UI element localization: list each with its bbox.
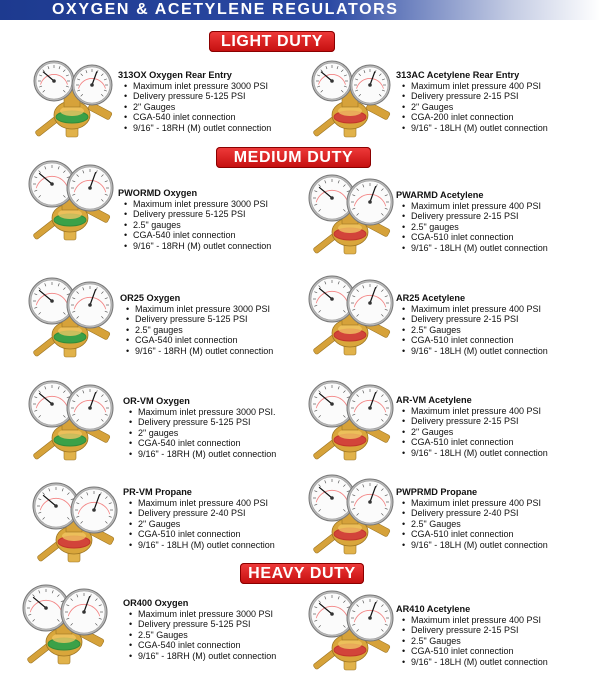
- spec-item: • CGA-540 inlet connection: [126, 230, 271, 241]
- spec-item: • 2" gauges: [131, 428, 276, 439]
- regulator-image: [306, 273, 398, 370]
- spec-item: • 9/16" - 18RH (M) outlet connection: [126, 123, 271, 134]
- product-info: [396, 487, 548, 550]
- spec-list: [396, 406, 548, 459]
- spec-item: • Maximum inlet pressure 400 PSI: [404, 406, 548, 417]
- spec-list: [118, 199, 271, 252]
- product-info: [118, 70, 271, 133]
- spec-item: • CGA-510 inlet connection: [404, 437, 548, 448]
- product-info: [396, 395, 548, 458]
- regulator-image: [306, 378, 398, 475]
- spec-item: • Maximum inlet pressure 400 PSI: [131, 498, 275, 509]
- spec-item: • CGA-540 inlet connection: [128, 335, 273, 346]
- spec-item: • CGA-510 inlet connection: [404, 232, 548, 243]
- spec-item: • 2.5" Gauges: [404, 325, 548, 336]
- spec-item: • 2.5" Gauges: [131, 630, 276, 641]
- spec-list: [118, 81, 271, 134]
- spec-item: • Delivery pressure 2-15 PSI: [404, 211, 548, 222]
- spec-item: • Delivery pressure 2-15 PSI: [404, 416, 548, 427]
- spec-item: • CGA-540 inlet connection: [131, 640, 276, 651]
- section-light-duty: LIGHT DUTY: [209, 31, 335, 52]
- product-info: [123, 396, 276, 459]
- spec-list: [123, 609, 276, 662]
- spec-item: • 9/16" - 18RH (M) outlet connection: [131, 651, 276, 662]
- regulator-image: [306, 172, 398, 269]
- spec-item: • 9/16" - 18LH (M) outlet connection: [404, 243, 548, 254]
- spec-list: [123, 407, 276, 460]
- product-name: PWARMD Acetylene: [396, 190, 484, 200]
- spec-item: • 9/16" - 18RH (M) outlet connection: [131, 449, 276, 460]
- product-name: OR25 Oxygen: [120, 293, 181, 303]
- spec-list: [396, 304, 548, 357]
- product-name: AR-VM Acetylene: [396, 395, 472, 405]
- spec-item: • 2" Gauges: [126, 102, 271, 113]
- product-name: AR410 Acetylene: [396, 604, 471, 614]
- spec-item: • Maximum inlet pressure 3000 PSI: [126, 199, 271, 210]
- product-name: AR25 Acetylene: [396, 293, 466, 303]
- spec-item: • CGA-540 inlet connection: [126, 112, 271, 123]
- header-banner: [0, 0, 600, 20]
- product-info: [396, 293, 548, 356]
- spec-item: • CGA-540 inlet connection: [131, 438, 276, 449]
- spec-item: • CGA-510 inlet connection: [404, 529, 548, 540]
- product-info: [118, 188, 271, 251]
- spec-item: • Delivery pressure 5-125 PSI: [128, 314, 273, 325]
- regulator-image: [306, 472, 398, 569]
- regulator-image: [20, 582, 112, 679]
- spec-list: [396, 498, 548, 551]
- spec-item: • CGA-510 inlet connection: [131, 529, 275, 540]
- spec-item: • 2.5" gauges: [126, 220, 271, 231]
- spec-item: • Maximum inlet pressure 3000 PSI: [126, 81, 271, 92]
- spec-item: • 9/16" - 18LH (M) outlet connection: [404, 123, 548, 134]
- spec-item: • Maximum inlet pressure 400 PSI: [404, 201, 548, 212]
- spec-item: • 2" Gauges: [404, 427, 548, 438]
- spec-list: [120, 304, 273, 357]
- spec-item: • 2" Gauges: [404, 102, 548, 113]
- product-info: [123, 487, 275, 550]
- spec-item: • Delivery pressure 5-125 PSI: [126, 91, 271, 102]
- spec-item: • 9/16" - 18RH (M) outlet connection: [126, 241, 271, 252]
- spec-item: • Maximum inlet pressure 3000 PSI: [131, 609, 276, 620]
- spec-item: • 9/16" - 18LH (M) outlet connection: [404, 448, 548, 459]
- product-info: [396, 190, 548, 253]
- spec-item: • 2" Gauges: [131, 519, 275, 530]
- spec-item: • 9/16" - 18LH (M) outlet connection: [404, 657, 548, 668]
- product-name: PR-VM Propane: [123, 487, 192, 497]
- product-info: [120, 293, 273, 356]
- spec-item: • Maximum inlet pressure 400 PSI: [404, 615, 548, 626]
- product-name: OR-VM Oxygen: [123, 396, 190, 406]
- spec-item: • CGA-510 inlet connection: [404, 646, 548, 657]
- spec-item: • 2.5" Gauges: [404, 519, 548, 530]
- regulator-image: [30, 480, 122, 577]
- spec-item: • 9/16" - 18LH (M) outlet connection: [404, 346, 548, 357]
- spec-item: • Delivery pressure 5-125 PSI: [126, 209, 271, 220]
- spec-item: • 2.5" Gauges: [404, 636, 548, 647]
- regulator-image: [306, 55, 398, 152]
- regulator-image: [28, 55, 120, 152]
- product-info: [396, 604, 548, 667]
- product-name: PWORMD Oxygen: [118, 188, 198, 198]
- spec-item: • Maximum inlet pressure 400 PSI: [404, 304, 548, 315]
- spec-item: • Delivery pressure 5-125 PSI: [131, 619, 276, 630]
- spec-list: [396, 615, 548, 668]
- spec-item: • 9/16" - 18RH (M) outlet connection: [128, 346, 273, 357]
- regulator-image: [26, 378, 118, 475]
- page-title: OXYGEN & ACETYLENE REGULATORS: [52, 1, 399, 18]
- spec-list: [396, 201, 548, 254]
- product-info: [123, 598, 276, 661]
- regulator-image: [26, 275, 118, 372]
- spec-item: • 9/16" - 18LH (M) outlet connection: [131, 540, 275, 551]
- spec-list: [396, 81, 548, 134]
- spec-item: • CGA-510 inlet connection: [404, 335, 548, 346]
- spec-item: • Delivery pressure 2-15 PSI: [404, 91, 548, 102]
- product-name: 313OX Oxygen Rear Entry: [118, 70, 232, 80]
- spec-item: • 2.5" gauges: [128, 325, 273, 336]
- spec-item: • 9/16" - 18LH (M) outlet connection: [404, 540, 548, 551]
- spec-list: [123, 498, 275, 551]
- product-info: [396, 70, 548, 133]
- spec-item: • Delivery pressure 2-40 PSI: [404, 508, 548, 519]
- spec-item: • Maximum inlet pressure 3000 PSI: [128, 304, 273, 315]
- section-heavy-duty: HEAVY DUTY: [240, 563, 364, 584]
- spec-item: • Maximum inlet pressure 400 PSI: [404, 498, 548, 509]
- regulator-image: [306, 588, 398, 685]
- product-name: PWPRMD Propane: [396, 487, 478, 497]
- section-medium-duty: MEDIUM DUTY: [216, 147, 371, 168]
- spec-item: • Delivery pressure 2-15 PSI: [404, 625, 548, 636]
- product-name: 313AC Acetylene Rear Entry: [396, 70, 520, 80]
- spec-item: • Delivery pressure 2-40 PSI: [131, 508, 275, 519]
- regulator-image: [26, 158, 118, 255]
- spec-item: • Maximum inlet pressure 400 PSI: [404, 81, 548, 92]
- product-name: OR400 Oxygen: [123, 598, 189, 608]
- spec-item: • 2.5" gauges: [404, 222, 548, 233]
- spec-item: • Delivery pressure 5-125 PSI: [131, 417, 276, 428]
- spec-item: • Maximum inlet pressure 3000 PSI.: [131, 407, 276, 418]
- spec-item: • Delivery pressure 2-15 PSI: [404, 314, 548, 325]
- spec-item: • CGA-200 inlet connection: [404, 112, 548, 123]
